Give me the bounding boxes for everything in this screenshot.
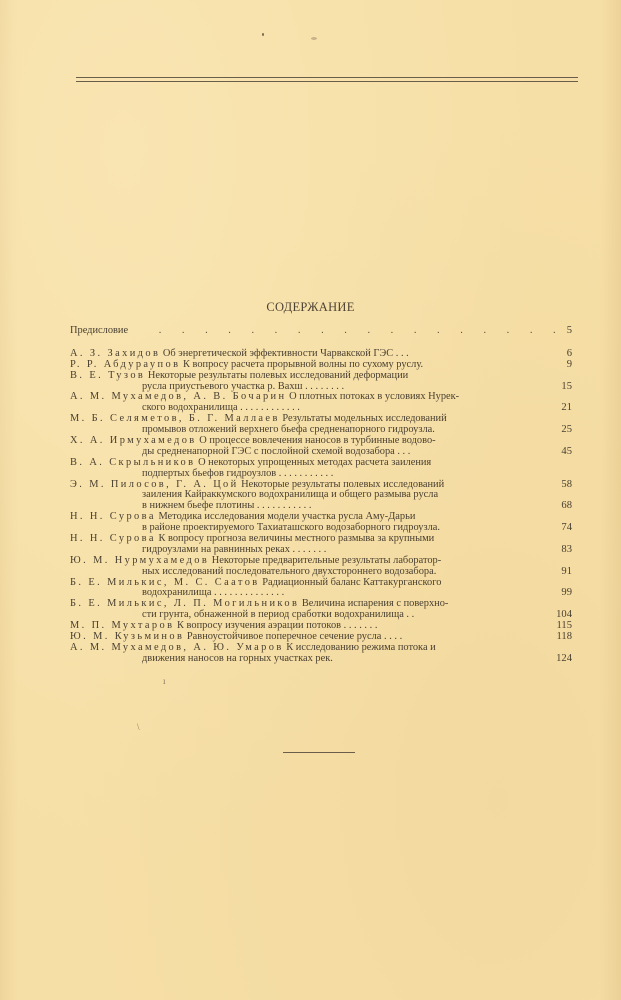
entry-title-text: Радиационный баланс Каттакурганского: [262, 576, 442, 588]
entry-title-text: О процессе вовлечения наносов в турбинные водово-: [199, 435, 436, 447]
dot-leader: . . . . . . . . . . . . . . . . . .: [158, 325, 565, 336]
entry-title-text: К вопросу прогноза величины местного размыва за крупными: [158, 533, 435, 545]
toc-entry[interactable]: [70, 414, 572, 436]
page-number: 21: [561, 402, 572, 414]
page-number: 118: [556, 631, 572, 643]
page-number: 25: [561, 424, 572, 436]
page-number: 99: [561, 587, 572, 599]
entry-authors: Ю. М. Нурмухамедов: [70, 554, 210, 566]
entry-authors: Х. А. Ирмухамедов: [70, 435, 197, 447]
entry-authors: Э. М. Пилосов, Г. А. Цой: [70, 478, 239, 490]
entry-title-text: ского водохранилища . . . . . . . . . . . .: [142, 402, 300, 414]
entry-authors: А. М. Мухамедов, А. В. Бочарин: [70, 391, 287, 403]
entry-title-text: подпертых бьефов гидроузлов . . . . . . . . . . .: [142, 467, 334, 479]
toc-entry[interactable]: [70, 578, 572, 600]
entry-continuation-line: [70, 654, 572, 665]
ink-mark: ı: [163, 676, 166, 686]
page-number: 15: [561, 380, 572, 392]
page-number: 104: [556, 609, 572, 621]
preface-label: Предисловие: [70, 325, 129, 336]
page-number: 91: [561, 565, 572, 577]
toc-entry[interactable]: [70, 436, 572, 458]
entry-authors: В. Е. Тузов: [70, 369, 146, 381]
ink-mark: \: [137, 722, 140, 732]
toc-entry[interactable]: [70, 599, 572, 621]
toc-entry[interactable]: [70, 534, 572, 556]
entry-title-text: К вопросу изучения аэрации потоков . . . . . . .: [177, 620, 378, 632]
entry-title-text: Результаты модельных исследований: [282, 413, 447, 425]
entry-title-text: Об энергетической эффективности Чарвакской ГЭС . . .: [162, 347, 409, 359]
toc-entry[interactable]: [70, 480, 572, 513]
ink-speck: [262, 33, 264, 36]
entry-title-text: в нижнем бьефе плотины . . . . . . . . . . .: [142, 500, 312, 512]
page-number: 6: [566, 347, 572, 359]
end-divider-rule: [283, 752, 355, 753]
page-number: 9: [566, 358, 572, 370]
ink-speck: [311, 37, 317, 40]
entry-title-text: в районе проектируемого Тахиаташского водозаборного гидроузла.: [142, 522, 440, 534]
page-number: 68: [561, 500, 572, 512]
toc-entry[interactable]: [70, 458, 572, 480]
entry-title-text: сти грунта, обнаженной в период сработки водохранилища . .: [142, 609, 415, 621]
page-number: 45: [561, 445, 572, 457]
toc-entry-preface[interactable]: [70, 326, 572, 337]
entry-authors: Б. Е. Милькис, Л. П. Могильников: [70, 598, 300, 610]
entry-title-text: русла приустьевого участка р. Вахш . . . . . . . .: [142, 380, 345, 392]
entry-authors: М. П. Мухтаров: [70, 620, 175, 632]
page-number: 74: [561, 522, 572, 534]
entry-title-text: Методика исследования модели участка русла Аму-Дарьи: [158, 511, 416, 523]
entry-authors: А. М. Мухамедов, А. Ю. Умаров: [70, 641, 284, 653]
page-number: 115: [556, 620, 572, 632]
toc-entry[interactable]: [70, 512, 572, 534]
entry-title-text: О некоторых упрощенных методах расчета заиления: [198, 456, 432, 468]
page-number: 124: [556, 652, 572, 664]
page-title: СОДЕРЖАНИЕ: [266, 300, 355, 314]
page-number: 58: [561, 478, 572, 490]
entry-authors: М. Б. Селяметов, Б. Г. Маллаев: [70, 413, 280, 425]
entry-authors: Н. Н. Сурова: [70, 511, 156, 523]
entry-authors: Б. Е. Милькис, М. С. Саатов: [70, 576, 260, 588]
header-double-rule: [76, 77, 578, 82]
entry-title-text: К вопросу расчета прорывной волны по сухому руслу.: [182, 358, 424, 370]
entry-title-text: ных исследований последовательного двухстороннего водозабора.: [142, 565, 437, 577]
entry-authors: Н. Н. Сурова: [70, 533, 156, 545]
entry-title-text: промывов отложений верхнего бьефа средненапорного гидроузла.: [142, 424, 435, 436]
entry-title-text: Величина испарения с поверхно-: [301, 598, 449, 610]
entry-authors: Ю. М. Кузьминов: [70, 631, 185, 643]
toc-entry[interactable]: [70, 556, 572, 578]
entry-title-text: К исследованию режима потока и: [286, 641, 436, 653]
entry-authors: В. А. Скрыльников: [70, 456, 196, 468]
entry-title-text: заиления Кайраккумского водохранилища и общего размыва русла: [142, 489, 439, 501]
toc-entry[interactable]: [70, 643, 572, 665]
page-number: 5: [566, 325, 572, 336]
entry-title-text: Некоторые результаты полевых исследований: [241, 478, 445, 490]
page-number: 83: [561, 543, 572, 555]
entry-title-text: движения наносов на горных участках рек.: [142, 652, 333, 664]
entry-title-text: Некоторые результаты полевых исследований деформации: [147, 369, 409, 381]
entry-title-text: Равноустойчивое поперечное сечение русла . . . .: [186, 631, 403, 643]
entry-title-text: ды средненапорной ГЭС с послойной схемой водозабора . . .: [142, 445, 411, 457]
toc-entry[interactable]: [70, 371, 572, 393]
table-of-contents: [70, 326, 572, 665]
entry-title-text: водохранилища . . . . . . . . . . . . . .: [142, 587, 285, 599]
entry-title-text: Некоторые предварительные результаты лаборатор-: [211, 554, 442, 566]
entry-authors: Р. Р. Абдураупов: [70, 358, 181, 370]
entry-title-text: О плотных потоках в условиях Нурек-: [289, 391, 460, 403]
entry-title-text: гидроузлами на равнинных реках . . . . . . .: [142, 543, 327, 555]
entry-authors: А. З. Захидов: [70, 347, 161, 359]
toc-entry[interactable]: [70, 392, 572, 414]
